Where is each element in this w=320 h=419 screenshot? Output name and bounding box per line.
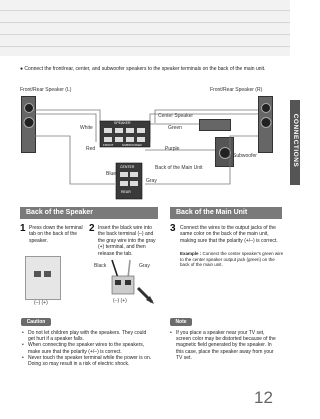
intro-label: Connect the front/rear, center, and subwoofer speakers to the speaker terminals on the back of the main unit. (24, 66, 266, 72)
label-front-rear-right: Front/Rear Speaker (R) (210, 87, 263, 93)
step-2-text: Insert the black wire into the back terminal (–) and the gray wire into the gray (+) terminal, and then release the tab. (98, 225, 156, 257)
side-tab-label: CONNECTIONS (292, 113, 299, 168)
note-item: • If you place a speaker near your TV set, screen color may be distorted because of the magnetic field generated by the speaker. In this case, place the speaker away from your TV set. (170, 330, 278, 361)
panel-subwoofer-label: SUBWOOFER (122, 143, 142, 147)
example-label: Example : (180, 251, 202, 256)
step-1-number: 1 (20, 223, 26, 234)
step-2-number: 2 (89, 223, 95, 234)
section-banner-speaker: Back of the Speaker (20, 207, 158, 219)
polarity-label-2: (–) (+) (113, 298, 127, 304)
label-back-of-main-unit: Back of the Main Unit (155, 165, 203, 171)
speaker-back-figure (25, 256, 61, 300)
caution-item: • When connecting the speaker wires to the speakers, make sure that the polarity (+/–) is correct. (22, 342, 152, 354)
caution-item: • Never touch the speaker terminal while the power is on. Doing so may result in a risk of electric shock. (22, 355, 152, 367)
caution-item: • Do not let children play with the speakers. They could get hurt if a speaker falls. (22, 330, 152, 342)
note-list (170, 330, 278, 361)
panel-rear-label: REAR (121, 190, 131, 194)
step-1-text: Press down the terminal tab on the back of the speaker. (29, 225, 83, 244)
example-text: Connect the center speaker's green wire to the center speaker output jack (green) on the back of the main unit. (180, 251, 284, 268)
label-front-rear-left: Front/Rear Speaker (L) (20, 87, 72, 93)
polarity-label-1: (–) (+) (34, 300, 48, 306)
step-3-number: 3 (170, 223, 176, 234)
panel-center-label: CENTER (120, 165, 135, 169)
label-purple: Purple (165, 146, 180, 152)
label-white: White (80, 125, 93, 131)
caution-badge: Caution (21, 318, 51, 326)
section-banner-main-unit: Back of the Main Unit (170, 207, 282, 219)
panel-front-label: FRONT (103, 143, 114, 147)
label-red: Red (86, 146, 96, 152)
caution-list (22, 330, 152, 367)
wire-insert-figure (94, 258, 160, 306)
label-subwoofer: Subwoofer (233, 153, 257, 159)
wiring-diagram (0, 0, 300, 200)
label-gray-wire: Gray (139, 263, 150, 269)
panel-speaker-label: SPEAKER (114, 121, 131, 125)
intro-text: ● Connect the front/rear, center, and subwoofer speakers to the speaker terminals on the back of the main unit. (20, 66, 266, 72)
label-gray: Gray (146, 178, 157, 184)
example-block (180, 251, 284, 268)
label-green: Green (168, 125, 182, 131)
page-number: 12 (254, 388, 273, 407)
label-black-wire: Black (94, 263, 107, 269)
label-center-speaker: Center Speaker (158, 113, 194, 119)
step-3-text: Connect the wires to the output jacks of the same color on the back of the main unit, making sure that the polarity (+/–) is correct. (180, 225, 278, 244)
label-blue: Blue (106, 171, 117, 177)
note-badge: Note (170, 318, 192, 326)
